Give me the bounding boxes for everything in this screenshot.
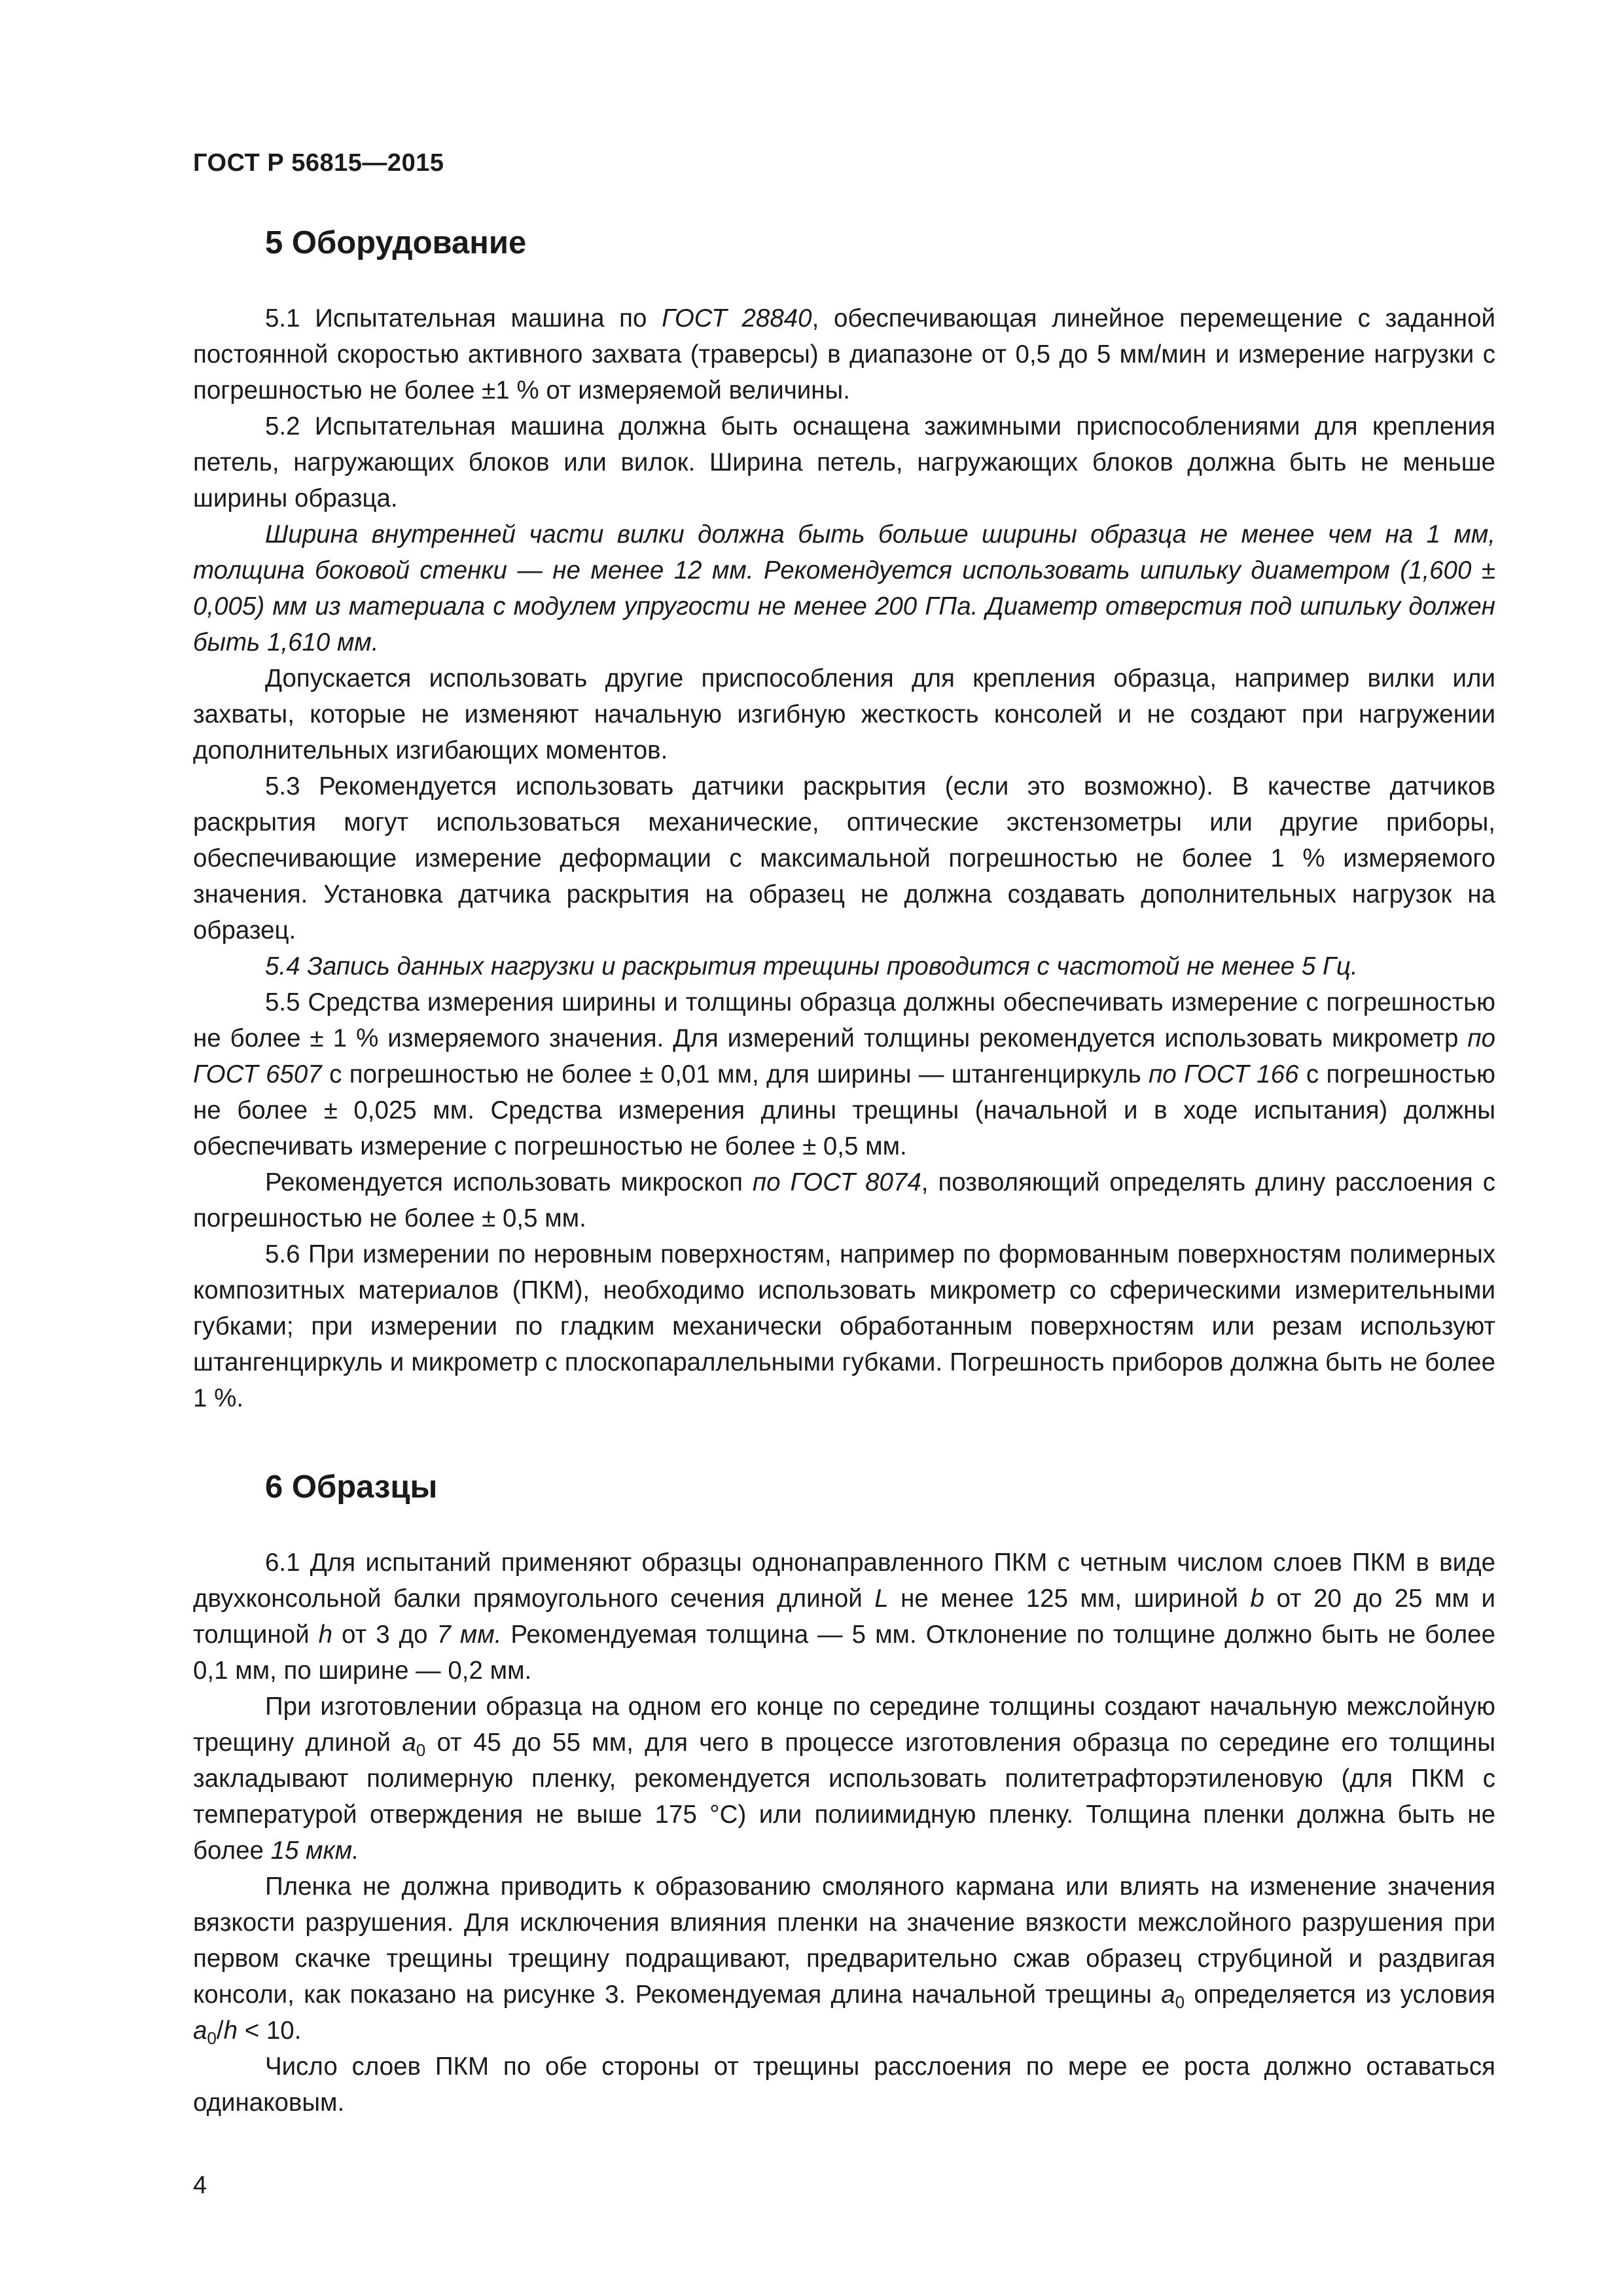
standard-reference: по ГОСТ 8074 xyxy=(752,1168,921,1196)
variable-h: h xyxy=(318,1620,333,1649)
page-content xyxy=(193,226,1495,2121)
subscript: 0 xyxy=(207,2028,217,2048)
paragraph-microscope xyxy=(193,1164,1495,1236)
standard-reference: по ГОСТ 6507 xyxy=(193,1024,1495,1088)
paragraph-6-1 xyxy=(193,1545,1495,1689)
text: < 10. xyxy=(238,2016,302,2045)
variable-h: h xyxy=(223,2016,238,2045)
text: / xyxy=(216,2016,224,2045)
text: Пленка не должна приводить к образованию смоляного кармана или влиять на изменение значения вязкости разрушения. Для исключения влияния пленки на значение вязкости межслойного разрушения при первом скачке трещины трещину подращивают, предварительно сжав образец струбциной и раздвигая консоли, как показано на рисунке 3. Рекомендуемая длина начальной трещины xyxy=(193,1872,1495,2009)
variable-a: a xyxy=(1161,1980,1175,2009)
text: , обеспечивающая линейное перемещение с заданной постоянной скоростью активного захвата (траверсы) в диапазоне от 0,5 до 5 мм/мин и измерение нагрузки с погрешностью не более ±1 % от измеряемой величины. xyxy=(193,304,1495,404)
paragraph-5-2: 5.2 Испытательная машина должна быть оснащена зажимными приспособлениями для крепления петель, нагружающих блоков или вилок. Ширина петель, нагружающих блоков должна быть не меньше ширины образца. xyxy=(193,412,1495,512)
paragraph-5-3: 5.3 Рекомендуется использовать датчики раскрытия (если это возможно). В качестве датчиков раскрытия могут использоваться механические, оптические экстензометры или другие приборы, обеспечивающие измерение деформации с максимальной погрешностью не более 1 % измеряемого значения. Установка датчика раскрытия на образец не должна создавать дополнительных нагрузок на образец. xyxy=(193,772,1495,944)
text: 6.1 Для испытаний применяют образцы однонаправленного ПКМ с четным числом слоев ПКМ в виде двухконсольной балки прямоугольного сечения длиной xyxy=(193,1548,1495,1613)
paragraph-initial-crack xyxy=(193,1689,1495,1869)
text: Рекомендуемая толщина — 5 мм. Отклонение по толщине должно быть не более 0,1 мм, по ширине — 0,2 мм. xyxy=(193,1620,1495,1685)
variable-a: a xyxy=(402,1728,416,1757)
text: с погрешностью не более ± 0,025 мм. Средства измерения длины трещины (начальной и в ходе испытания) должны обеспечивать измерение с погрешностью не более ± 0,5 мм. xyxy=(193,1060,1495,1160)
paragraph-layers: Число слоев ПКМ по обе стороны от трещины расслоения по мере ее роста должно оставаться одинаковым. xyxy=(193,2052,1495,2117)
text: с погрешностью не более ± 0,01 мм, для ширины — штангенциркуль xyxy=(321,1060,1149,1088)
section-5-title: 5 Оборудование xyxy=(265,225,527,260)
document-code-header: ГОСТ Р 56815—2015 xyxy=(193,149,444,177)
text: 5.1 Испытательная машина по xyxy=(265,304,662,332)
paragraph-5-5 xyxy=(193,984,1495,1164)
text: не менее 125 мм, шириной xyxy=(888,1584,1251,1613)
italic-value: 7 мм. xyxy=(437,1620,502,1649)
variable-b: b xyxy=(1250,1584,1264,1613)
paragraph-5-1 xyxy=(193,300,1495,408)
standard-reference: ГОСТ 28840 xyxy=(662,304,812,332)
text: от 45 до 55 мм, для чего в процессе изготовления образца по середине его толщины закладывают полимерную пленку, рекомендуется использовать политетрафторэтиленовую (для ПКМ с температурой отверждения не выше 175 °С) или полиимидную пленку. Толщина пленки должна быть не более xyxy=(193,1728,1495,1865)
section-6-title: 6 Образцы xyxy=(265,1469,438,1505)
page-number: 4 xyxy=(193,2172,207,2199)
text: от 3 до xyxy=(332,1620,437,1649)
paragraph-film xyxy=(193,1869,1495,2049)
standard-reference: по ГОСТ 166 xyxy=(1149,1060,1299,1088)
paragraph-5-4: 5.4 Запись данных нагрузки и раскрытия трещины проводится с частотой не менее 5 Гц. xyxy=(265,952,1358,980)
variable-L: L xyxy=(874,1584,889,1613)
text: 5.5 Средства измерения ширины и толщины образца должны обеспечивать измерение с погрешностью не более ± 1 % измеряемого значения. Для измерений толщины рекомендуется использовать микрометр xyxy=(193,988,1495,1052)
text: При изготовлении образца на одном его конце по середине толщины создают начальную межслойную трещину длиной xyxy=(193,1692,1495,1757)
subscript: 0 xyxy=(416,1740,426,1760)
paragraph-5-6: 5.6 При измерении по неровным поверхностям, например по формованным поверхностям полимерных композитных материалов (ПКМ), необходимо использовать микрометр со сферическими измерительными губками; при измерении по гладким механически обработанным поверхностям или резам используют штангенциркуль и микрометр с плоскопараллельными губками. Погрешность приборов должна быть не более 1 %. xyxy=(193,1240,1495,1412)
text: от 20 до 25 мм и толщиной xyxy=(193,1584,1495,1649)
subscript: 0 xyxy=(1175,1992,1185,2012)
paragraph-other-fixtures: Допускается использовать другие приспособления для крепления образца, например вилки или захваты, которые не изменяют начальную изгибную жесткость консолей и не создают при нагружении дополнительных изгибающих моментов. xyxy=(193,664,1495,764)
variable-a: a xyxy=(193,2016,207,2045)
text: , позволяющий определять длину расслоения с погрешностью не более ± 0,5 мм. xyxy=(193,1168,1495,1232)
paragraph-fork-requirements: Ширина внутренней части вилки должна быть больше ширины образца не менее чем на 1 мм, толщина боковой стенки — не менее 12 мм. Рекомендуется использовать шпильку диаметром (1,600 ± 0,005) мм из материала с модулем упругости не менее 200 ГПа. Диаметр отверстия под шпильку должен быть 1,610 мм. xyxy=(193,520,1495,656)
text: определяется из условия xyxy=(1185,1980,1495,2009)
italic-value: 15 мкм. xyxy=(270,1836,359,1865)
text: Рекомендуется использовать микроскоп xyxy=(265,1168,753,1196)
